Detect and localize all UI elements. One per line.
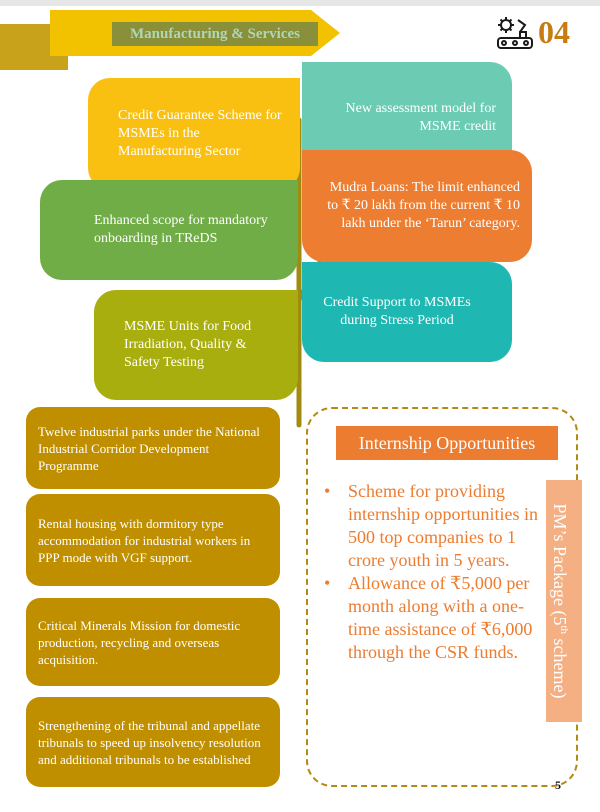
leaf-credit-guarantee <box>88 78 300 190</box>
initiative-critical-minerals-text: Critical Minerals Mission for domestic production, recycling and overseas acquisition. <box>38 617 241 667</box>
internship-title: Internship Opportunities <box>336 426 558 460</box>
leaf-food-irradiation-text: MSME Units for Food Irradiation, Quality & Safety Testing <box>124 319 252 370</box>
page-number: 5 <box>555 778 561 792</box>
initiative-rental-housing <box>26 494 280 586</box>
initiative-tribunals <box>26 697 280 787</box>
internship-points <box>324 480 538 664</box>
pm-package-label-sup: th <box>558 625 570 635</box>
leaf-mudra-loans-text: Mudra Loans: The limit enhanced to ₹ 20 lakh from the current ₹ 10 lakh under the ‘Tarun’ category. <box>327 180 520 231</box>
leaf-mudra-loans <box>302 150 532 262</box>
pm-package-label-prefix: PM’s Package (5 <box>550 503 570 626</box>
leaf-credit-support-text: Credit Support to MSMEs during Stress Period <box>323 295 471 328</box>
initiative-industrial-parks-text: Twelve industrial parks under the National Industrial Corridor Development Programme <box>38 423 260 473</box>
pm-package-label-suffix: scheme) <box>550 634 570 699</box>
section-title: Manufacturing & Services <box>112 22 318 46</box>
leaf-credit-support <box>302 262 512 362</box>
initiative-rental-housing-text: Rental housing with dormitory type accommodation for industrial workers in PPP mode with VGF support. <box>38 515 251 565</box>
initiative-critical-minerals <box>26 598 280 686</box>
list-item: • Scheme for providing internship opportunities in 500 top companies to 1 crore youth in 5 years. <box>324 480 538 572</box>
section-number: 04 <box>538 14 570 50</box>
leaf-treds-text: Enhanced scope for mandatory onboarding in TReDS <box>94 213 268 246</box>
leaf-food-irradiation <box>94 290 298 400</box>
pm-package-label <box>546 480 582 722</box>
leaf-treds <box>40 180 298 280</box>
pm-package-tag <box>546 480 582 722</box>
initiative-industrial-parks <box>26 407 280 489</box>
list-item: • Allowance of ₹5,000 per month along with a one-time assistance of ₹6,000 through the CSR funds. <box>324 572 538 664</box>
leaf-assessment-model-text: New assessment model for MSME credit <box>345 101 496 134</box>
initiative-tribunals-text: Strengthening of the tribunal and appellate tribunals to speed up insolvency resolution and additional tribunals to be established <box>38 717 261 767</box>
leaf-credit-guarantee-text: Credit Guarantee Scheme for MSMEs in the Manufacturing Sector <box>118 108 282 159</box>
